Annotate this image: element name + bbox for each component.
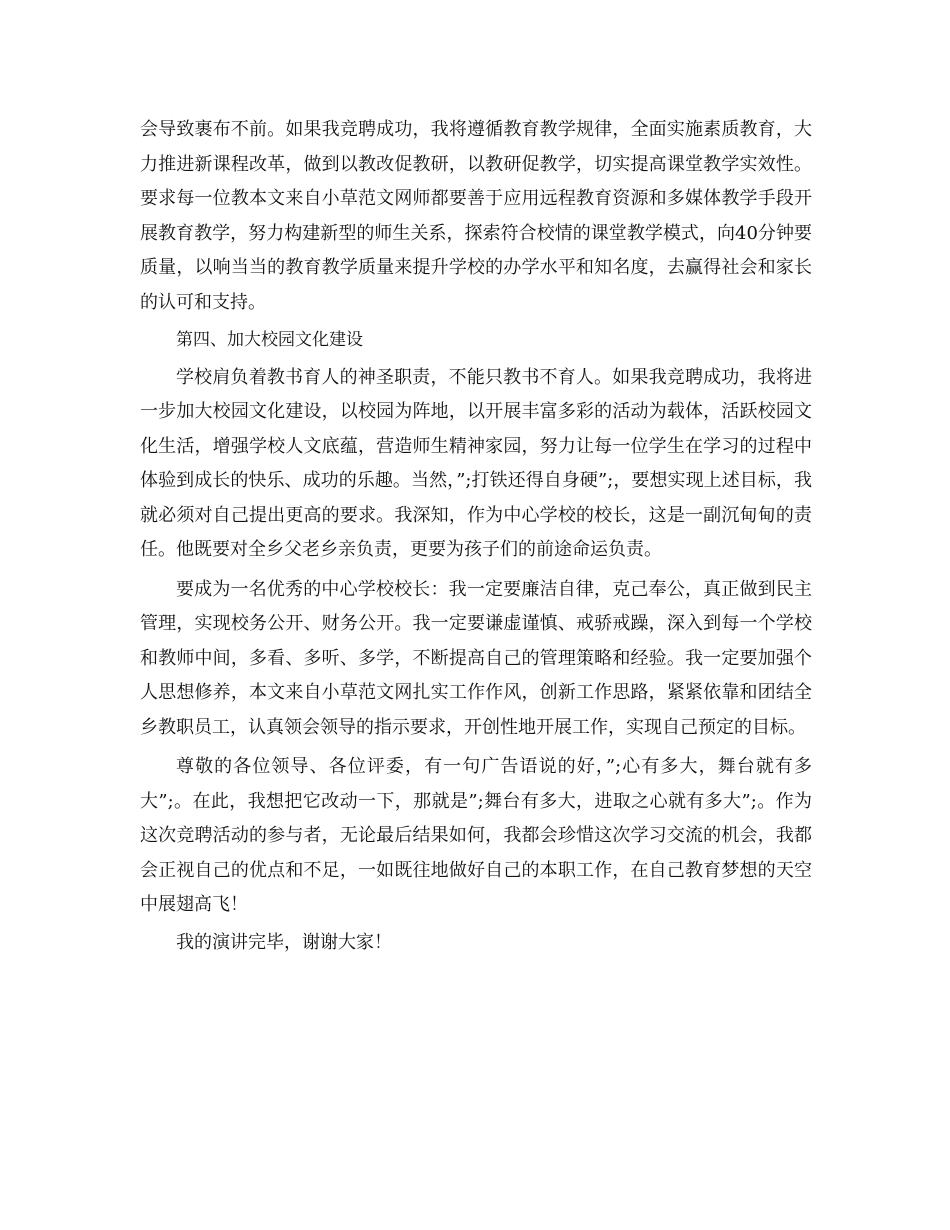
section-heading: 第四、加大校园文化建设 bbox=[176, 330, 363, 350]
closing-paragraph: 我的演讲完毕，谢谢大家！ bbox=[176, 931, 392, 953]
paragraph: 要成为一名优秀的中心学校校长：我一定要廉洁自律，克己奉公，真正做到民主管理，实现校务公开、财务公开。我一定要谦虚谨慎、戒骄戒躁，深入到每一个学校和教师中间，多看、多听、多学，不断提高自己的管理策略和经验。我一定要加强个人思想修养，本文来自小草范文网扎实工作作风，创新工作思路，紧紧依靠和团结全乡教职员工，认真领会领导的指示要求，开创性地开展工作，实现自己预定的目标。 bbox=[140, 578, 812, 738]
paragraph: 学校肩负着教书育人的神圣职责，不能只教书不育人。如果我竞聘成功，我将进一步加大校园文化建设，以校园为阵地，以开展丰富多彩的活动为载体，活跃校园文化生活，增强学校人文底蕴，营造师生精神家园，努力让每一位学生在学习的过程中体验到成长的快乐、成功的乐趣。当然，”;打铁还得自身硬”;，要想实现上述目标，我就必须对自己提出更高的要求。我深知，作为中心学校的校长，这是一副沉甸甸的责任。他既要对全乡父老乡亲负责，更要为孩子们的前途命运负责。 bbox=[140, 366, 812, 560]
paragraph: 尊敬的各位领导、各位评委，有一句广告语说的好，”;心有多大，舞台就有多大”;。在此，我想把它改动一下，那就是”;舞台有多大，进取之心就有多大”;。作为这次竞聘活动的参与者，无论最后结果如何，我都会珍惜这次学习交流的机会，我都会正视自己的优点和不足，一如既往地做好自己的本职工作，在自己教育梦想的天空中展翅高飞！ bbox=[140, 756, 812, 915]
paragraph-continuation: 会导致裹布不前。如果我竞聘成功，我将遵循教育教学规律，全面实施素质教育，大力推进新课程改革，做到以教改促教研，以教研促教学，切实提高课堂教学实效性。要求每一位教本文来自小草范文网师都要善于应用远程教育资源和多媒体教学手段开展教育教学，努力构建新型的师生关系，探索符合校情的课堂教学模式，向40分钟要质量，以响当当的教育教学质量来提升学校的办学水平和知名度，去赢得社会和家长的认可和支持。 bbox=[140, 119, 812, 313]
document-body bbox=[140, 113, 812, 960]
